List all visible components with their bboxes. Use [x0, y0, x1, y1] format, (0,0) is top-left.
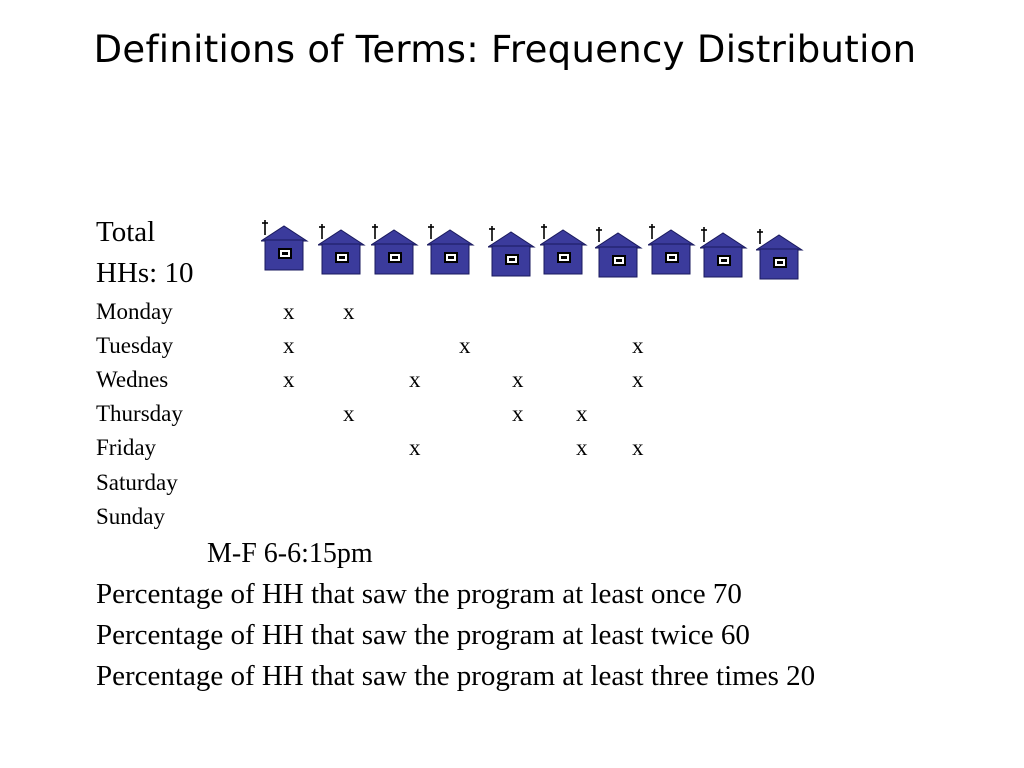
- viewing-mark: x: [343, 401, 355, 426]
- stat-line-once: Percentage of HH that saw the program at least once 70: [96, 578, 742, 610]
- day-label-friday: Friday: [96, 435, 157, 460]
- house-with-tv-icon: [595, 226, 643, 283]
- stat-line-twice: Percentage of HH that saw the program at least twice 60: [96, 619, 750, 651]
- viewing-mark: x: [632, 367, 644, 392]
- house-with-tv-icon: [261, 219, 309, 276]
- day-label-wednesday: Wednes: [96, 367, 169, 392]
- viewing-mark: x: [409, 435, 421, 460]
- viewing-mark: x: [409, 367, 421, 392]
- viewing-mark: x: [632, 333, 644, 358]
- day-label-saturday: Saturday: [96, 470, 178, 495]
- day-label-tuesday: Tuesday: [96, 333, 174, 358]
- time-slot-label: M-F 6-6:15pm: [207, 538, 373, 569]
- house-with-tv-icon: [700, 226, 748, 283]
- viewing-mark: x: [283, 367, 295, 392]
- households-count-label: HHs: 10: [96, 257, 194, 289]
- house-with-tv-icon: [488, 225, 536, 282]
- viewing-mark: x: [576, 401, 588, 426]
- slide-title: Definitions of Terms: Frequency Distribution: [93, 28, 917, 71]
- viewing-mark: x: [283, 333, 295, 358]
- viewing-mark: x: [459, 333, 471, 358]
- house-with-tv-icon: [318, 223, 366, 280]
- house-with-tv-icon: [756, 228, 804, 285]
- day-label-monday: Monday: [96, 299, 173, 324]
- viewing-mark: x: [512, 367, 524, 392]
- house-with-tv-icon: [540, 223, 588, 280]
- viewing-mark: x: [343, 299, 355, 324]
- house-with-tv-icon: [427, 223, 475, 280]
- house-with-tv-icon: [648, 223, 696, 280]
- viewing-mark: x: [512, 401, 524, 426]
- viewing-mark: x: [283, 299, 295, 324]
- stat-line-three-times: Percentage of HH that saw the program at least three times 20: [96, 660, 816, 692]
- day-label-sunday: Sunday: [96, 504, 165, 529]
- house-with-tv-icon: [371, 223, 419, 280]
- viewing-mark: x: [632, 435, 644, 460]
- viewing-mark: x: [576, 435, 588, 460]
- total-label: Total: [96, 216, 156, 248]
- day-label-thursday: Thursday: [96, 401, 183, 426]
